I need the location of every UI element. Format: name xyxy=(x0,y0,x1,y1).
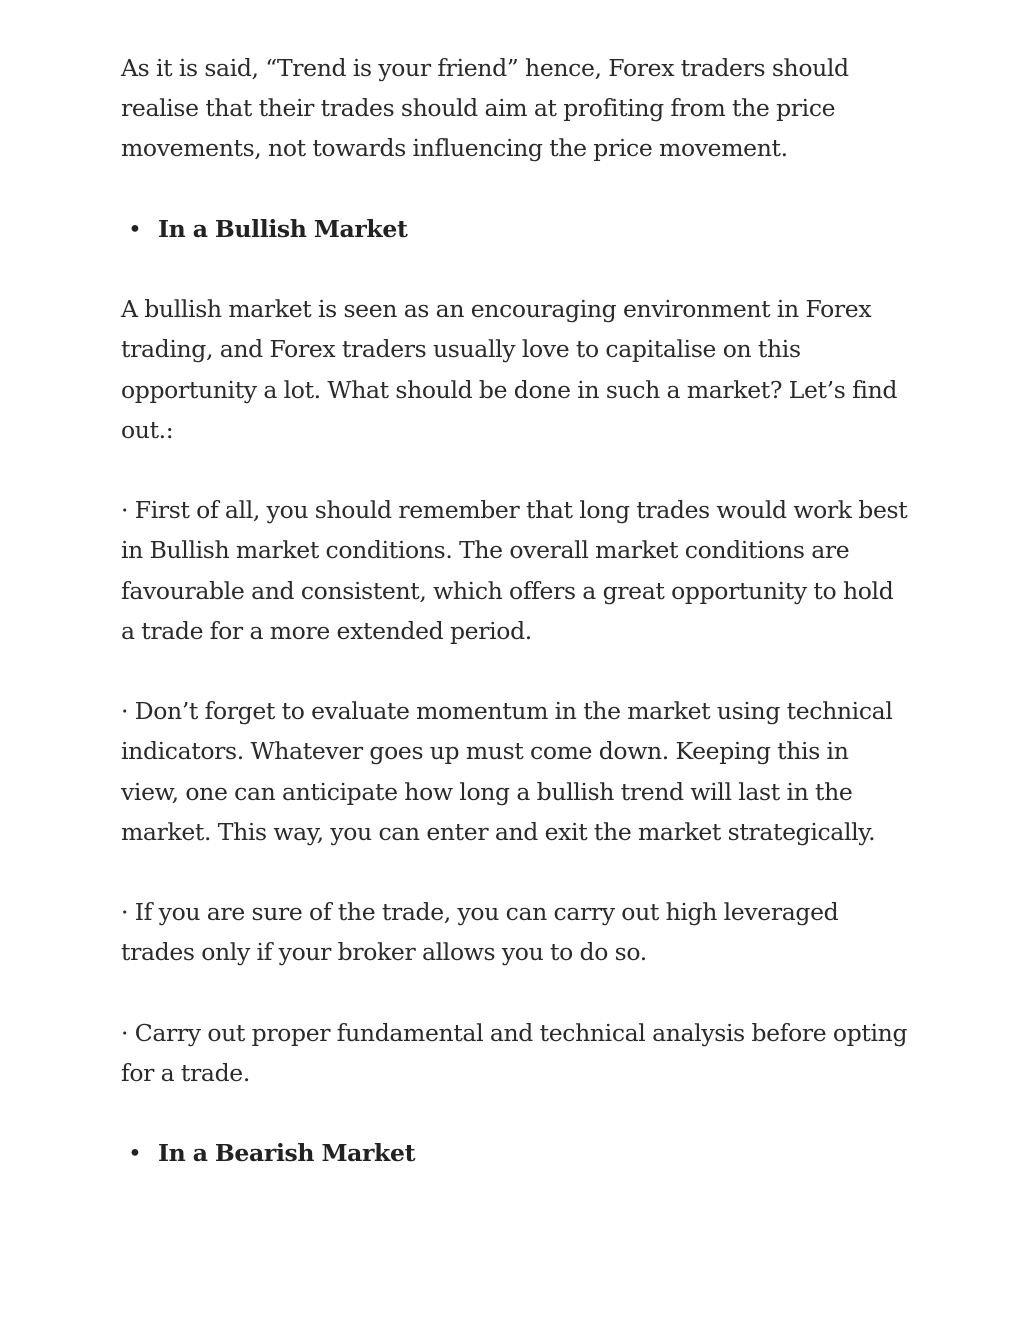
bullish-point-paragraph: · Carry out proper fundamental and technical analysis before opting for a trade. xyxy=(121,1018,908,1087)
intro-paragraph: As it is said, “Trend is your friend” hence, Forex traders should realise that their trades should aim at profiting from the price movements, not towards influencing the price movement. xyxy=(121,54,849,163)
bearish-market-heading xyxy=(121,1133,911,1173)
article-body xyxy=(121,48,911,1214)
bullish-point-paragraph: · Don’t forget to evaluate momentum in the market using technical indicators. Whatever goes up must come down. Keeping this in view, one can anticipate how long a bullish trend will last in the market. This way, you can enter and exit the market strategically. xyxy=(121,697,893,846)
bearish-heading-text: In a Bearish Market xyxy=(158,1139,416,1168)
bullish-intro-paragraph: A bullish market is seen as an encouraging environment in Forex trading, and Forex traders usually love to capitalise on this opportunity a lot. What should be done in such a market? Let’s find out.: xyxy=(121,295,898,444)
bullish-market-heading xyxy=(121,209,911,249)
bullish-heading-text: In a Bullish Market xyxy=(158,214,408,243)
bearish-heading-list xyxy=(121,1133,911,1173)
bullish-heading-list xyxy=(121,209,911,249)
bullet-dot-icon: • xyxy=(128,214,142,243)
bullish-point-paragraph: · If you are sure of the trade, you can carry out high leveraged trades only if your broker allows you to do so. xyxy=(121,898,839,967)
bullet-dot-icon: • xyxy=(128,1139,142,1168)
bullish-point-paragraph: · First of all, you should remember that long trades would work best in Bullish market conditions. The overall market conditions are favourable and consistent, which offers a great opportunity to hold a trade for a more extended period. xyxy=(121,496,908,645)
